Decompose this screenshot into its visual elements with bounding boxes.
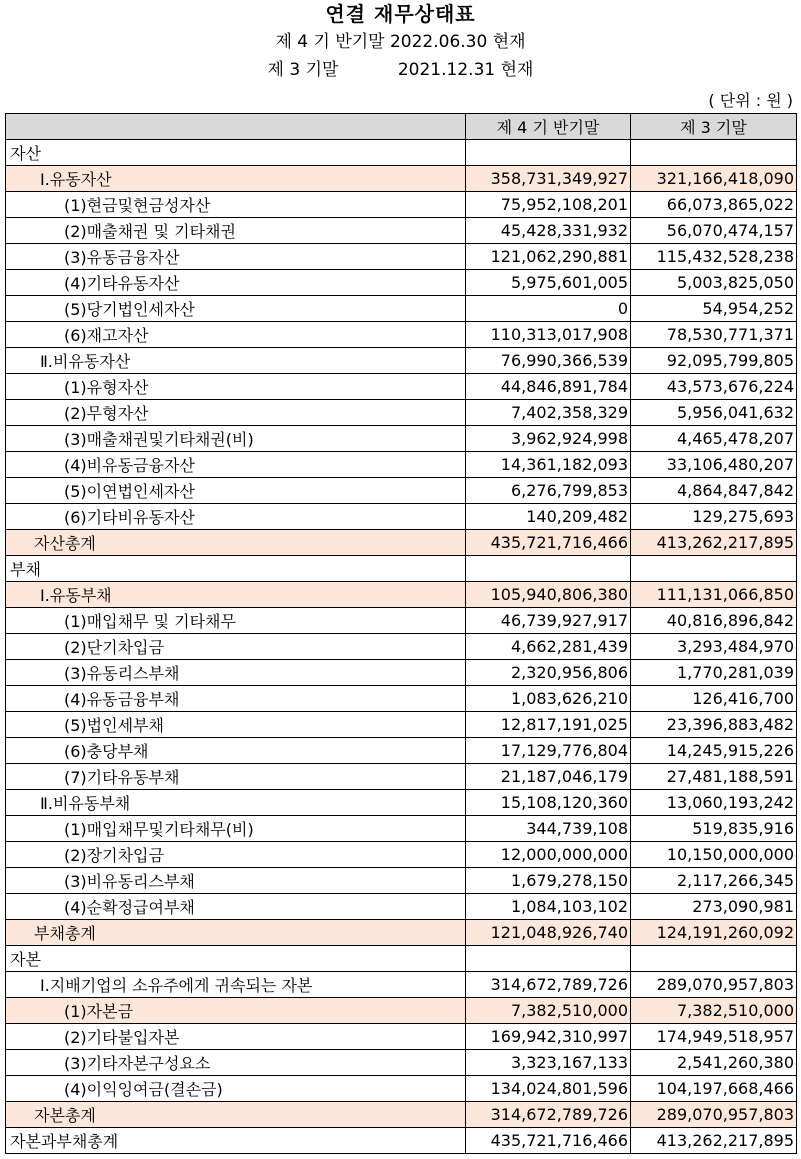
account-label: (4)유동금융부채	[6, 686, 466, 712]
table-row	[6, 998, 797, 1024]
current-period-value: 12,817,191,025	[466, 712, 631, 738]
period-current: 제 4 기 반기말 2022.06.30 현재	[275, 32, 526, 52]
previous-period-value: 1,770,281,039	[631, 660, 797, 686]
table-row	[6, 322, 797, 348]
account-label: 부채총계	[6, 920, 466, 946]
table-row	[6, 660, 797, 686]
current-period-value: 14,361,182,093	[466, 452, 631, 478]
previous-period-value: 23,396,883,482	[631, 712, 797, 738]
account-label: (4)이익잉여금(결손금)	[6, 1076, 466, 1102]
previous-period-value: 40,816,896,842	[631, 608, 797, 634]
table-row	[6, 738, 797, 764]
header-previous-period: 제 3 기말	[631, 114, 797, 140]
previous-period-value: 2,117,266,345	[631, 868, 797, 894]
report-title: 연결 재무상태표	[325, 2, 476, 26]
previous-period-value: 273,090,981	[631, 894, 797, 920]
current-period-value: 1,084,103,102	[466, 894, 631, 920]
table-row	[6, 374, 797, 400]
current-period-value: 17,129,776,804	[466, 738, 631, 764]
previous-period-value: 3,293,484,970	[631, 634, 797, 660]
current-period-value	[466, 556, 631, 582]
account-label: (5)당기법인세자산	[6, 296, 466, 322]
table-row	[6, 400, 797, 426]
current-period-value: 1,083,626,210	[466, 686, 631, 712]
table-row	[6, 764, 797, 790]
current-period-value: 46,739,927,917	[466, 608, 631, 634]
previous-period-value: 14,245,915,226	[631, 738, 797, 764]
account-label: (1)자본금	[6, 998, 466, 1024]
current-period-value: 4,662,281,439	[466, 634, 631, 660]
header-account	[6, 114, 466, 140]
previous-period-value	[631, 946, 797, 972]
account-label: (3)유동금융자산	[6, 244, 466, 270]
current-period-value: 76,990,366,539	[466, 348, 631, 374]
previous-period-value: 413,262,217,895	[631, 530, 797, 556]
current-period-value: 12,000,000,000	[466, 842, 631, 868]
current-period-value: 2,320,956,806	[466, 660, 631, 686]
account-label: (3)유동리스부채	[6, 660, 466, 686]
report-header	[0, 0, 801, 84]
current-period-value: 7,402,358,329	[466, 400, 631, 426]
table-row	[6, 530, 797, 556]
current-period-value: 3,962,924,998	[466, 426, 631, 452]
previous-period-value: 13,060,193,242	[631, 790, 797, 816]
table-row	[6, 218, 797, 244]
account-label: (2)단기차입금	[6, 634, 466, 660]
table-row	[6, 582, 797, 608]
table-row	[6, 868, 797, 894]
previous-period-value: 5,956,041,632	[631, 400, 797, 426]
previous-period-value: 124,191,260,092	[631, 920, 797, 946]
account-label: 부채	[6, 556, 466, 582]
table-row	[6, 140, 797, 166]
account-label: (3)매출채권및기타채권(비)	[6, 426, 466, 452]
account-label: Ⅰ.지배기업의 소유주에게 귀속되는 자본	[6, 972, 466, 998]
account-label: (1)현금및현금성자산	[6, 192, 466, 218]
current-period-value: 105,940,806,380	[466, 582, 631, 608]
account-label: (3)기타자본구성요소	[6, 1050, 466, 1076]
current-period-value: 314,672,789,726	[466, 1102, 631, 1128]
table-row	[6, 1102, 797, 1128]
current-period-value: 5,975,601,005	[466, 270, 631, 296]
previous-period-value: 104,197,668,466	[631, 1076, 797, 1102]
current-period-value: 6,276,799,853	[466, 478, 631, 504]
table-row	[6, 192, 797, 218]
account-label: 자본과부채총계	[6, 1128, 466, 1154]
account-label: Ⅰ.유동자산	[6, 166, 466, 192]
current-period-value: 0	[466, 296, 631, 322]
current-period-value: 15,108,120,360	[466, 790, 631, 816]
account-label: 자본총계	[6, 1102, 466, 1128]
table-body	[6, 140, 797, 1154]
previous-period-value: 519,835,916	[631, 816, 797, 842]
table-row	[6, 426, 797, 452]
current-period-value: 358,731,349,927	[466, 166, 631, 192]
current-period-value	[466, 140, 631, 166]
account-label: (1)매입채무 및 기타채무	[6, 608, 466, 634]
table-row	[6, 296, 797, 322]
previous-period-value: 4,465,478,207	[631, 426, 797, 452]
table-row	[6, 1050, 797, 1076]
account-label: (3)비유동리스부채	[6, 868, 466, 894]
current-period-value: 7,382,510,000	[466, 998, 631, 1024]
account-label: (5)법인세부채	[6, 712, 466, 738]
account-label: 자산총계	[6, 530, 466, 556]
current-period-value: 121,048,926,740	[466, 920, 631, 946]
previous-period-value: 43,573,676,224	[631, 374, 797, 400]
current-period-value: 121,062,290,881	[466, 244, 631, 270]
current-period-value: 314,672,789,726	[466, 972, 631, 998]
table-row	[6, 816, 797, 842]
previous-period-value: 4,864,847,842	[631, 478, 797, 504]
current-period-value: 140,209,482	[466, 504, 631, 530]
previous-period-value: 56,070,474,157	[631, 218, 797, 244]
current-period-value: 44,846,891,784	[466, 374, 631, 400]
table-row	[6, 972, 797, 998]
current-period-value: 45,428,331,932	[466, 218, 631, 244]
table-row	[6, 634, 797, 660]
previous-period-value: 289,070,957,803	[631, 972, 797, 998]
previous-period-value: 413,262,217,895	[631, 1128, 797, 1154]
previous-period-value: 111,131,066,850	[631, 582, 797, 608]
table-row	[6, 1128, 797, 1154]
previous-period-value: 10,150,000,000	[631, 842, 797, 868]
account-label: (2)기타불입자본	[6, 1024, 466, 1050]
current-period-value: 435,721,716,466	[466, 1128, 631, 1154]
account-label: (5)이연법인세자산	[6, 478, 466, 504]
table-row	[6, 946, 797, 972]
previous-period-value: 78,530,771,371	[631, 322, 797, 348]
period-previous: 제 3 기말 2021.12.31 현재	[267, 60, 534, 80]
table-header-row	[6, 114, 797, 140]
account-label: Ⅱ.비유동부채	[6, 790, 466, 816]
account-label: (1)매입채무및기타채무(비)	[6, 816, 466, 842]
account-label: (4)기타유동자산	[6, 270, 466, 296]
account-label: (6)충당부채	[6, 738, 466, 764]
current-period-value: 134,024,801,596	[466, 1076, 631, 1102]
previous-period-value: 2,541,260,380	[631, 1050, 797, 1076]
previous-period-value: 27,481,188,591	[631, 764, 797, 790]
header-current-period: 제 4 기 반기말	[466, 114, 631, 140]
current-period-value: 75,952,108,201	[466, 192, 631, 218]
previous-period-value: 7,382,510,000	[631, 998, 797, 1024]
table-row	[6, 270, 797, 296]
previous-period-value: 129,275,693	[631, 504, 797, 530]
account-label: (6)재고자산	[6, 322, 466, 348]
previous-period-value: 54,954,252	[631, 296, 797, 322]
account-label: Ⅰ.유동부채	[6, 582, 466, 608]
previous-period-value: 174,949,518,957	[631, 1024, 797, 1050]
account-label: 자본	[6, 946, 466, 972]
previous-period-value	[631, 140, 797, 166]
table-row	[6, 504, 797, 530]
previous-period-value: 115,432,528,238	[631, 244, 797, 270]
table-row	[6, 348, 797, 374]
account-label: (4)순확정급여부채	[6, 894, 466, 920]
previous-period-value: 33,106,480,207	[631, 452, 797, 478]
table-row	[6, 478, 797, 504]
previous-period-value	[631, 556, 797, 582]
previous-period-value: 321,166,418,090	[631, 166, 797, 192]
current-period-value: 1,679,278,150	[466, 868, 631, 894]
table-row	[6, 920, 797, 946]
table-row	[6, 608, 797, 634]
table-row	[6, 166, 797, 192]
current-period-value: 435,721,716,466	[466, 530, 631, 556]
current-period-value: 110,313,017,908	[466, 322, 631, 348]
account-label: (2)장기차입금	[6, 842, 466, 868]
table-row	[6, 894, 797, 920]
current-period-value: 169,942,310,997	[466, 1024, 631, 1050]
table-row	[6, 790, 797, 816]
account-label: (4)비유동금융자산	[6, 452, 466, 478]
current-period-value: 344,739,108	[466, 816, 631, 842]
account-label: (1)유형자산	[6, 374, 466, 400]
previous-period-value: 289,070,957,803	[631, 1102, 797, 1128]
account-label: 자산	[6, 140, 466, 166]
current-period-value: 3,323,167,133	[466, 1050, 631, 1076]
table-row	[6, 452, 797, 478]
account-label: (2)무형자산	[6, 400, 466, 426]
current-period-value: 21,187,046,179	[466, 764, 631, 790]
unit-label: ( 단위 : 원 )	[708, 91, 793, 110]
previous-period-value: 66,073,865,022	[631, 192, 797, 218]
balance-sheet-table	[5, 113, 797, 1154]
account-label: (2)매출채권 및 기타채권	[6, 218, 466, 244]
table-row	[6, 556, 797, 582]
previous-period-value: 126,416,700	[631, 686, 797, 712]
previous-period-value: 5,003,825,050	[631, 270, 797, 296]
table-row	[6, 842, 797, 868]
table-row	[6, 686, 797, 712]
table-row	[6, 1076, 797, 1102]
table-row	[6, 1024, 797, 1050]
previous-period-value: 92,095,799,805	[631, 348, 797, 374]
account-label: (7)기타유동부채	[6, 764, 466, 790]
current-period-value	[466, 946, 631, 972]
table-row	[6, 712, 797, 738]
account-label: (6)기타비유동자산	[6, 504, 466, 530]
account-label: Ⅱ.비유동자산	[6, 348, 466, 374]
table-row	[6, 244, 797, 270]
